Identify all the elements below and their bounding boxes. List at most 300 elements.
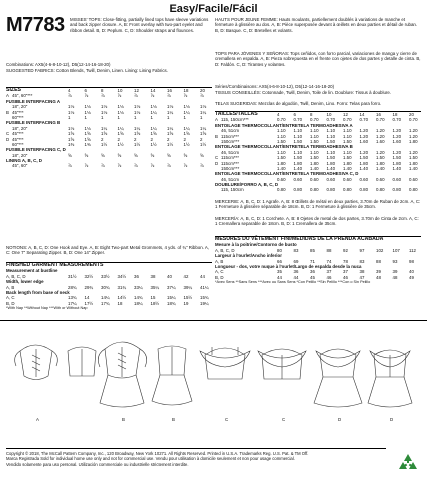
row-label: FUSIBLE INTERFACING A: [6, 98, 60, 104]
yardage-cell: 0.70: [392, 117, 402, 123]
difficulty-title: Easy/Facile/Fácil: [169, 3, 258, 15]
footer-es: Vendido solamente para uso personal. Utilización commerciale ou industrielle strictement interdite.: [6, 461, 189, 467]
yardage-cell: 1½: [117, 141, 124, 147]
yardage-cell: 1½: [200, 141, 207, 147]
yardage-cell: 1⅛: [84, 104, 91, 110]
yardage-table-metric: [215, 111, 421, 193]
back-length-label: Back length from base of neck: [6, 290, 70, 295]
yardage-cell: 1.40: [326, 165, 336, 171]
combinations-en: Combinations: AX5(4-6-8-10-12), D5(12-14-16-18-20): [6, 62, 111, 67]
yardage-cell: 2: [101, 136, 104, 142]
measurement-cell: 18: [117, 300, 123, 306]
yardage-cell: 0.70: [326, 117, 336, 123]
size-cell: 10: [326, 112, 332, 117]
yardage-cell: 0.60: [409, 176, 418, 182]
yardage-cell: 1⅝: [183, 131, 190, 137]
yardage-cell: ⅞: [68, 163, 72, 169]
yardage-cell: 1.80: [310, 160, 319, 166]
row-label: B: [215, 133, 218, 139]
measurement-cell: 71: [310, 258, 315, 264]
measurement-cell: 46: [326, 274, 332, 280]
view-label-d: D: [338, 417, 342, 422]
yardage-cell: 1: [117, 114, 120, 120]
yardage-cell: 1.10: [326, 128, 336, 134]
copyright-text: Copyright © 2018, The McCall Pattern Company, Inc., 120 Broadway, New York 10271. All Rights Reserved. Printed in U.S.A. Trademarks Reg. U.S. Pat. & TM Off.: [6, 451, 309, 456]
yardage-cell: 1: [134, 114, 137, 120]
measurement-cell: 19¼: [200, 300, 209, 306]
measurement-cell: 33½: [101, 273, 110, 279]
measurement-cell: 97: [359, 247, 365, 253]
measurement-cell: 17½: [84, 300, 94, 306]
yardage-cell: 1.50: [343, 138, 352, 144]
combinations-fr: Séries/Combinaisons: AX5(4-6-8-10-12), D5(12-14-16-18-20): [215, 84, 335, 89]
yardage-cell: 1¼: [183, 125, 190, 131]
measurement-cell: 31½: [68, 273, 77, 279]
yardage-cell: 0.60: [343, 176, 352, 182]
yardage-cell: ⅞: [117, 163, 122, 169]
yardage-cell: 1: [167, 114, 170, 120]
size-cell: 18: [183, 88, 189, 93]
measurement-cell: 83: [359, 258, 365, 264]
sizes-label: TAILLES/TALLAS: [215, 111, 258, 117]
view-c-back-drawing: [258, 349, 306, 379]
yardage-cell: ⅞: [200, 93, 204, 99]
fabric-width: 46, 51cm: [221, 176, 240, 182]
yardage-cell: 1⅛: [117, 104, 124, 110]
yardage-cell: 1.50: [326, 138, 336, 144]
yardage-cell: 1.40: [277, 165, 286, 171]
measurement-cell: 44: [293, 274, 299, 280]
fabric-width: 60"***: [12, 114, 24, 120]
yardage-cell: 1.50: [310, 138, 319, 144]
technical-drawings: [0, 320, 427, 441]
measurement-cell: 15½: [183, 295, 193, 301]
yardage-cell: 1.50: [293, 155, 303, 161]
size-cell: 4: [277, 112, 280, 117]
view-a-back-drawing: [68, 347, 96, 376]
back-length-label: Longueur - dos, votre nuque à l'ourlet/Largo de espalda desde la nuca: [215, 264, 362, 269]
fabric-width: 45"***: [12, 131, 24, 137]
yardage-cell: 1.20: [359, 128, 369, 134]
view-label-c-back: C: [282, 417, 286, 422]
yardage-cell: 1.40: [343, 165, 352, 171]
row-label: A: [215, 117, 218, 123]
measurement-cell: 17¾: [101, 300, 110, 306]
yardage-cell: ⅞: [68, 93, 72, 99]
yardage-cell: 1.20: [359, 149, 369, 155]
size-cell: 20: [409, 112, 414, 117]
measurement-cell: 40: [167, 273, 172, 279]
measurement-cell: 39: [392, 269, 398, 275]
yardage-cell: ⅞: [101, 93, 105, 99]
yardage-cell: 1.10: [293, 149, 303, 155]
yardage-cell: 0.80: [326, 187, 336, 193]
back2-views: B, D: [6, 300, 15, 306]
yardage-cell: 0.80: [409, 187, 418, 193]
measurement-cell: 80: [277, 247, 282, 253]
yardage-cell: 1.40: [293, 165, 303, 171]
measurement-cell: 17¼: [68, 300, 77, 306]
size-cell: 6: [293, 112, 296, 117]
row-label: A: [6, 93, 9, 99]
yardage-cell: 1.80: [376, 160, 385, 166]
measurement-cell: 44: [277, 274, 282, 280]
yardage-cell: 0.80: [310, 187, 319, 193]
fabric-width: 115cm***: [221, 133, 239, 139]
fabric-width: 46, 51cm: [221, 128, 240, 134]
yardage-cell: 0.60: [392, 176, 402, 182]
bust-views: A, B, C, D: [6, 273, 26, 279]
yardage-cell: ⅞: [200, 163, 204, 169]
view-label-b-back: B: [172, 417, 175, 422]
yardage-cell: 0.70: [277, 117, 286, 123]
description-en: MISSES' TOPS: Close-fitting, partially lined tops have sleeve variations and back zipper closure. A, B: Front overlay with two-part eyelet and ribbon detail. B, D: Peplum. C, D: Shoulder straps and flounces.: [70, 17, 209, 33]
measurement-cell: 15¾: [200, 295, 209, 301]
row-label: D: [215, 160, 219, 166]
view-a-drawing: [15, 345, 58, 380]
measurement-cell: 83: [293, 247, 299, 253]
measurement-cell: 88: [376, 258, 381, 264]
measurement-cell: 47: [359, 274, 365, 280]
recycle-icon: [396, 452, 420, 476]
fabric-width: 150cm***: [221, 165, 240, 171]
yardage-cell: 1⅛: [68, 125, 75, 131]
yardage-cell: 1.80: [359, 160, 369, 166]
yardage-cell: 1.20: [376, 128, 385, 134]
yardage-cell: 1.20: [359, 133, 369, 139]
yardage-cell: 1.50: [359, 155, 369, 161]
yardage-cell: 1.40: [359, 165, 369, 171]
measurement-cell: 32½: [84, 273, 94, 279]
notions-es: MERCERÍA: A, B, C, D: 1 Corchete. A, B: 8 Ojetes de metal de dos partes, 3.70m de Cinta de 2cm. A, C: 1 Cremallera separable de 18cm. B, D: 1 Cremallera de 35cm.: [215, 216, 419, 227]
yardage-cell: 0.80: [343, 187, 352, 193]
row-label: C: [6, 131, 10, 137]
yardage-cell: ⅞: [84, 163, 89, 169]
yardage-row: [6, 163, 212, 168]
measurement-cell: 69: [293, 258, 299, 264]
yardage-cell: ⅝: [150, 152, 155, 158]
yardage-cell: 1⅛: [68, 109, 75, 115]
yardage-cell: ⅝: [68, 152, 72, 158]
yardage-cell: 1.20: [392, 149, 402, 155]
yardage-cell: 0.80: [293, 187, 303, 193]
yardage-cell: 1¼: [200, 109, 207, 115]
yardage-cell: 1¼: [183, 109, 190, 115]
yardage-cell: 1⅝: [150, 131, 157, 137]
measurement-cell: 40: [409, 269, 414, 275]
view-label-d-back: D: [390, 417, 394, 422]
yardage-cell: 1½: [183, 141, 190, 147]
row-label: LINING A, B, C, D: [6, 158, 42, 164]
fabric-width: 150cm***: [221, 138, 240, 144]
yardage-cell: ⅞: [117, 93, 122, 99]
fabric-width: 45", 60": [12, 163, 28, 169]
measurements-title: MESURES DU VÊTEMENT FINI/MEDIDAS DE LA PRENDA ACABADA: [215, 236, 384, 242]
yardage-cell: 1.40: [392, 165, 402, 171]
yardage-cell: 1⅝: [117, 131, 124, 137]
size-cell: 16: [167, 88, 172, 93]
yardage-cell: 1½: [150, 141, 157, 147]
size-cell: 4: [68, 88, 71, 93]
back-views: A, C: [215, 269, 224, 275]
yardage-cell: 1.60: [392, 138, 402, 144]
view-b-drawing: [98, 342, 146, 407]
yardage-cell: 0.60: [310, 176, 319, 182]
size-cell: 6: [84, 88, 87, 93]
measurement-cell: 38: [150, 273, 156, 279]
measurement-cell: 92: [343, 247, 348, 253]
view-d-back-drawing: [368, 350, 412, 407]
yardage-cell: 1¼: [150, 125, 157, 131]
size-cell: 8: [310, 112, 313, 117]
yardage-cell: 1.80: [277, 160, 286, 166]
yardage-cell: 1: [68, 114, 71, 120]
yardage-cell: 1.20: [392, 133, 402, 139]
yardage-cell: 0.70: [359, 117, 369, 123]
yardage-cell: ⅞: [134, 163, 138, 169]
measurement-cell: 36: [310, 269, 315, 275]
row-label: ENTOILAGE THERMOCOLLANT/ENTRETELA TERMOADHESIVA A: [215, 122, 353, 128]
measurement-cell: 34½: [117, 273, 127, 279]
measurement-cell: 107: [392, 247, 400, 253]
finished-measurements-imperial: [6, 262, 212, 312]
yardage-cell: 1.10: [310, 149, 319, 155]
fabric-width: 18", 20": [12, 104, 28, 110]
yardage-cell: 1.20: [409, 149, 418, 155]
description-es: TOPS PARA JÓVENES Y SEÑORAS: Tops ceñidos, con forro parcial, variaciones de manga y cierre de cremallera en espalda. A, B: Pieza sobrepuesta en el frente con ojetes de dos partes y detalle de cinta. B, D: Faldón. C, D: Tirantes y volantes.: [215, 51, 421, 67]
yardage-cell: 1.80: [409, 160, 418, 166]
yardage-cell: ⅞: [150, 93, 155, 99]
width-views: A, B: [215, 258, 224, 264]
row-label: FUSIBLE INTERFACING B: [6, 120, 61, 126]
measurement-cell: 66: [277, 258, 282, 264]
measurement-cell: 13¾: [68, 295, 77, 301]
footer: [6, 448, 386, 467]
yardage-cell: 1⅝: [68, 136, 75, 142]
yardage-cell: 1½: [167, 141, 174, 147]
yardage-cell: 1⅛: [134, 109, 141, 115]
yardage-cell: 0.70: [310, 117, 319, 123]
measurement-cell: 44: [200, 273, 205, 279]
yardage-cell: 2: [150, 136, 153, 142]
measurement-cell: 33¼: [134, 284, 143, 290]
yardage-cell: 1: [183, 114, 186, 120]
yardage-cell: 1¼: [167, 125, 174, 131]
measurement-cell: 31¾: [117, 284, 127, 290]
row-label: B: [6, 109, 9, 115]
yardage-cell: 2: [167, 136, 170, 142]
yardage-cell: 0.60: [293, 176, 303, 182]
garment-line-drawings: [0, 321, 427, 441]
back2-views: B, D: [215, 274, 224, 280]
yardage-cell: 1.10: [310, 128, 319, 134]
measurement-cell: 88: [326, 247, 332, 253]
measurement-cell: 48: [376, 274, 381, 280]
size-cell: 14: [150, 88, 156, 93]
measurement-cell: 36: [293, 269, 299, 275]
measurement-cell: 74: [326, 258, 332, 264]
measurement-cell: 14: [84, 295, 90, 301]
yardage-cell: 1⅛: [101, 104, 108, 110]
width-label: Largeur à l'ourlet/Ancho inferior: [215, 253, 282, 259]
measurement-cell: 38: [359, 269, 365, 275]
yardage-cell: 1¼: [134, 125, 141, 131]
yardage-cell: 1: [84, 114, 87, 120]
yardage-cell: ⅝: [101, 152, 105, 158]
yardage-cell: 1.40: [376, 165, 385, 171]
fabric-width: 45"***: [12, 136, 24, 142]
yardage-cell: 0.60: [326, 176, 336, 182]
measurement-cell: 93: [392, 258, 398, 264]
measurement-cell: 37: [343, 269, 348, 275]
yardage-cell: 0.60: [376, 176, 385, 182]
yardage-cell: 1⅛: [150, 104, 157, 110]
yardage-cell: 1.20: [376, 149, 385, 155]
yardage-cell: 1¼: [200, 125, 207, 131]
yardage-cell: ⅝: [134, 152, 138, 158]
yardage-cell: 0.70: [409, 117, 418, 123]
yardage-cell: ⅞: [84, 93, 89, 99]
fabric-width: 115cm***: [221, 160, 239, 166]
yardage-cell: 1.50: [343, 155, 352, 161]
yardage-cell: 1.40: [310, 165, 319, 171]
fabric-width: 45"***: [12, 109, 24, 115]
measurement-cell: 85: [310, 247, 315, 253]
yardage-cell: 1¼: [101, 125, 108, 131]
size-cell: 18: [392, 112, 398, 117]
yardage-cell: ⅝: [84, 152, 89, 158]
yardage-cell: ⅞: [101, 163, 105, 169]
notions-fr: MERCERIE: A, B, C, D: 1 Agrafe. A, B: 8 Œillets de métal en deux parties, 3.70m de Ruban de 2cm. A, C: 1 Fermeture à glissière séparable de 18cm. B, D: 1 Fermeture à glissière de 35cm.: [215, 199, 421, 210]
measurement-cell: 15: [150, 295, 156, 301]
measurement-cell: 46: [343, 274, 348, 280]
yardage-cell: 1.10: [277, 128, 286, 134]
yardage-cell: 1.80: [293, 160, 303, 166]
measurement-cell: 78: [343, 258, 348, 264]
size-cell: 8: [101, 88, 104, 93]
nap-footnote: *With Nap **Without Nap ***With or Without Nap: [6, 306, 88, 311]
yardage-cell: 0.80: [376, 187, 385, 193]
row-label: ENTOILAGE THERMOCOLLANT/ENTRETELA TERMOADHESIVA C, D: [215, 171, 359, 177]
yardage-cell: 1.10: [277, 133, 286, 139]
yardage-cell: 1⅝: [134, 131, 141, 137]
measurement-cell: 41¼: [200, 284, 209, 290]
yardage-cell: 1⅛: [84, 109, 91, 115]
yardage-cell: 0.80: [359, 187, 369, 193]
yardage-cell: 1.50: [310, 155, 319, 161]
yardage-table-imperial: [6, 87, 212, 169]
yardage-cell: ⅞: [167, 93, 171, 99]
yardage-cell: 1.80: [409, 138, 418, 144]
size-cell: 14: [359, 112, 365, 117]
measurement-cell: 39¼: [183, 284, 193, 290]
size-cell: 10: [117, 88, 123, 93]
yardage-cell: 0.60: [359, 176, 369, 182]
yardage-cell: 1¼: [167, 109, 174, 115]
view-b-back-drawing: [152, 346, 192, 405]
yardage-cell: 1.40: [409, 165, 418, 171]
yardage-cell: 1¼: [150, 109, 157, 115]
yardage-cell: 0.70: [376, 117, 385, 123]
size-cell: 16: [376, 112, 381, 117]
measurement-cell: 19: [183, 300, 189, 306]
fabric-width: 45", 60"***: [12, 93, 33, 99]
sizes-label: SIZES: [6, 87, 21, 93]
fabrics-es: TELAS SUGERIDAS: Mezclas de algodón, Twill, Denim, Lino. Forro: Telas para forro.: [215, 101, 382, 106]
yardage-cell: 1⅝: [68, 131, 75, 137]
measurement-cell: 45: [310, 274, 315, 280]
yardage-cell: 1⅛: [117, 109, 124, 115]
yardage-cell: 1.10: [310, 133, 319, 139]
measurement-cell: 14¾: [134, 295, 143, 301]
measurement-cell: 30¾: [101, 284, 110, 290]
measurement-cell: 49: [409, 274, 414, 280]
view-label-c: C: [225, 417, 229, 422]
fabric-width: 115, 150cm: [221, 187, 244, 193]
yardage-cell: 1⅛: [68, 104, 75, 110]
yardage-cell: 0.80: [392, 187, 402, 193]
back-views: A, C: [6, 295, 15, 301]
bust-label: Mesure à la poitrine/Contorno de busto: [215, 242, 297, 248]
yardage-cell: 1.60: [359, 138, 369, 144]
yardage-cell: 1.50: [277, 155, 286, 161]
yardage-cell: 1: [101, 114, 104, 120]
measurement-cell: 37¼: [167, 284, 176, 290]
fabric-width: 115cm***: [221, 155, 239, 161]
yardage-cell: 1.10: [326, 133, 336, 139]
yardage-cell: 1.10: [343, 149, 352, 155]
view-label-a: A: [36, 417, 39, 422]
yardage-cell: 1⅛: [101, 109, 108, 115]
measurement-cell: 18½: [150, 300, 160, 306]
yardage-cell: 1.80: [326, 160, 336, 166]
yardage-cell: 1.10: [293, 133, 303, 139]
yardage-cell: 1⅜: [84, 141, 91, 147]
measurement-cell: 37: [326, 269, 332, 275]
measurement-cell: 35¼: [150, 284, 160, 290]
row-label: C: [215, 155, 219, 161]
yardage-cell: 0.80: [277, 187, 286, 193]
yardage-cell: 1⅝: [200, 131, 207, 137]
yardage-cell: 1.50: [293, 138, 303, 144]
yardage-cell: 1⅛: [134, 104, 141, 110]
measurements-title: FINISHED GARMENT MEASUREMENTS: [6, 262, 104, 268]
yardage-cell: 1⅜: [68, 141, 75, 147]
fabric-width: 18", 20": [12, 125, 28, 131]
yardage-cell: 1¼: [117, 125, 124, 131]
yardage-cell: 1.20: [392, 128, 402, 134]
nap-footnote: *Avec Sens **Sans Sens ***Avec ou Sans Sens *Con Pelillo **Sin Pelillo ***Con o Sin Pelillo: [215, 280, 371, 285]
measurement-cell: 28¾: [68, 284, 77, 290]
measurement-cell: 39: [376, 269, 381, 275]
measurement-cell: 102: [376, 247, 384, 253]
description-fr: HAUTS POUR JEUNE FEMME: Hauts moulants, partiellement doublés à variations de manche et fermeture à glissière au dos. A, B: Pièce superposée devant à œillets en deux parties et détail de ruban. B, D: Basque. C, D: Bretelles et volants.: [215, 17, 418, 33]
yardage-cell: 1½: [101, 141, 108, 147]
yardage-cell: 2: [134, 136, 137, 142]
yardage-cell: 0.70: [343, 117, 352, 123]
measurement-cell: 48: [392, 274, 398, 280]
yardage-cell: 0.60: [277, 176, 286, 182]
pattern-number: M7783: [6, 14, 65, 36]
measurement-cell: 18¾: [167, 300, 176, 306]
measurement-cell: 14¼: [101, 295, 110, 301]
yardage-cell: ⅝: [200, 152, 204, 158]
yardage-cell: 1.20: [409, 128, 418, 134]
footer-fr: Marca Registrada Sold for individual home use only and not for commercial use. Vendu pour utilisation à domicile seulement et non pour usage commercial.: [6, 456, 295, 462]
row-label: DOUBLURE/FORRO A, B, C, D: [215, 182, 279, 188]
yardage-cell: 1.20: [409, 133, 418, 139]
yardage-cell: 1.60: [376, 138, 385, 144]
